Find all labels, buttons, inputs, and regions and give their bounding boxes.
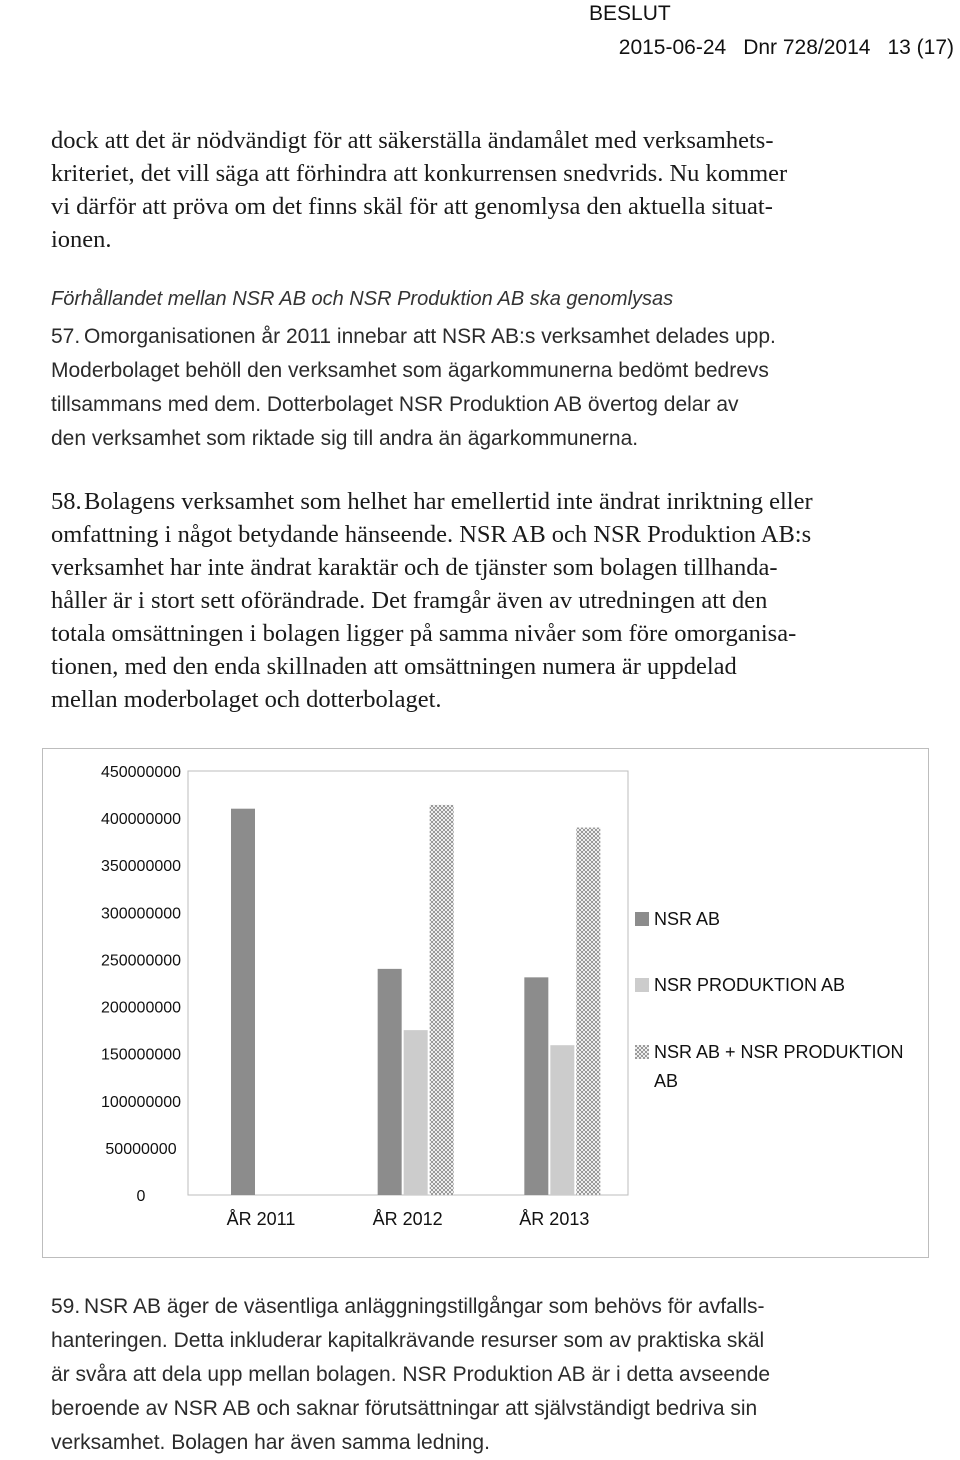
legend-label: NSR PRODUKTION AB <box>654 975 846 995</box>
paragraph-number: 57. <box>51 325 81 348</box>
y-tick-label: 150000000 <box>100 1046 182 1064</box>
text-line: Moderbolaget behöll den verksamhet som ägarkommunerna bedömt bedrevs <box>51 359 769 382</box>
text-line: 57. Omorganisationen år 2011 innebar att NSR AB:s verksamhet delades upp. <box>51 320 901 354</box>
legend-swatch <box>635 1045 649 1059</box>
y-tick-label: 350000000 <box>100 858 182 876</box>
chart-frame <box>42 748 929 1258</box>
document-date: 2015-06-24 <box>618 36 727 59</box>
y-tick-label: 400000000 <box>100 811 182 829</box>
legend-label: NSR AB + NSR PRODUKTION <box>654 1042 904 1062</box>
text-line: 59. NSR AB äger de väsentliga anläggningstillgångar som behövs för avfalls- <box>51 1290 901 1324</box>
text-line: mellan moderbolaget och dotterbolaget. <box>51 686 442 713</box>
bar-nsr-ab-nsr-produktion-ab <box>430 805 454 1195</box>
legend-label: NSR AB <box>654 909 721 929</box>
x-tick-label: ÅR 2013 <box>519 1209 590 1229</box>
intro-paragraph <box>51 124 901 256</box>
text-line: hanteringen. Detta inkluderar kapitalkrävande resurser som av praktiska skäl <box>51 1329 765 1352</box>
text-line: tionen, med den enda skillnaden att omsättningen numera är uppdelad <box>51 653 737 680</box>
y-tick-label: 100000000 <box>100 1093 182 1111</box>
x-tick-label: ÅR 2011 <box>226 1209 296 1229</box>
legend-label: AB <box>654 1071 679 1091</box>
y-tick-label: 50000000 <box>105 1140 177 1158</box>
text-line: vi därför att pröva om det finns skäl för att genomlysa den aktuella situat- <box>51 193 773 220</box>
bar-nsr-ab-nsr-produktion-ab <box>576 828 600 1195</box>
y-tick-label: 250000000 <box>100 952 182 970</box>
paragraph-number: 58. <box>51 488 82 515</box>
bar-nsr-ab <box>231 809 255 1195</box>
page-number: 13 (17) <box>887 36 954 59</box>
text-line: 58.Bolagens verksamhet som helhet har emellertid inte ändrat inriktning eller <box>51 485 901 518</box>
x-tick-label: ÅR 2012 <box>372 1209 443 1229</box>
y-tick-label: 200000000 <box>100 999 182 1017</box>
text-line: ionen. <box>51 226 112 253</box>
legend-swatch <box>635 912 649 926</box>
text-line: verksamhet. Bolagen har även samma ledning. <box>51 1431 490 1454</box>
bar-nsr-ab <box>524 977 548 1195</box>
y-tick-label: 0 <box>136 1188 146 1205</box>
legend-swatch <box>635 978 649 992</box>
text-line: omfattning i något betydande hänseende. NSR AB och NSR Produktion AB:s <box>51 521 812 548</box>
text-line: kriteriet, det vill säga att förhindra att konkurrensen snedvrids. Nu kommer <box>51 160 788 187</box>
y-tick-label: 450000000 <box>100 764 182 781</box>
text-line: totala omsättningen i bolagen ligger på samma nivåer som före omorganisa- <box>51 620 797 647</box>
text-line: den verksamhet som riktade sig till andra än ägarkommunerna. <box>51 427 639 450</box>
text-line: är svåra att dela upp mellan bolagen. NSR Produktion AB är i detta avseende <box>51 1363 771 1386</box>
bar-nsr-produktion-ab <box>404 1030 428 1195</box>
document-dnr: Dnr 728/2014 <box>743 36 871 59</box>
bar-nsr-produktion-ab <box>550 1045 574 1195</box>
text-line: beroende av NSR AB och saknar förutsättningar att självständigt bedriva sin <box>51 1397 758 1420</box>
paragraph-number: 59. <box>51 1295 81 1318</box>
text-line: dock att det är nödvändigt för att säkerställa ändamålet med verksamhets- <box>51 127 774 154</box>
paragraph-57 <box>51 320 901 456</box>
text-line: håller är i stort sett oförändrade. Det framgår även av utredningen att den <box>51 587 768 614</box>
section-heading: Förhållandet mellan NSR AB och NSR Produktion AB ska genomlysas <box>51 288 674 310</box>
bar-chart <box>43 749 928 1257</box>
text-line: tillsammans med dem. Dotterbolaget NSR Produktion AB övertog delar av <box>51 393 739 416</box>
bar-nsr-ab <box>378 969 402 1195</box>
text-line: verksamhet har inte ändrat karaktär och de tjänster som bolagen tillhanda- <box>51 554 778 581</box>
y-tick-label: 300000000 <box>100 905 182 923</box>
paragraph-59 <box>51 1290 901 1460</box>
paragraph-58 <box>51 485 901 716</box>
document-title: BESLUT <box>589 2 671 25</box>
document-meta <box>619 36 954 60</box>
